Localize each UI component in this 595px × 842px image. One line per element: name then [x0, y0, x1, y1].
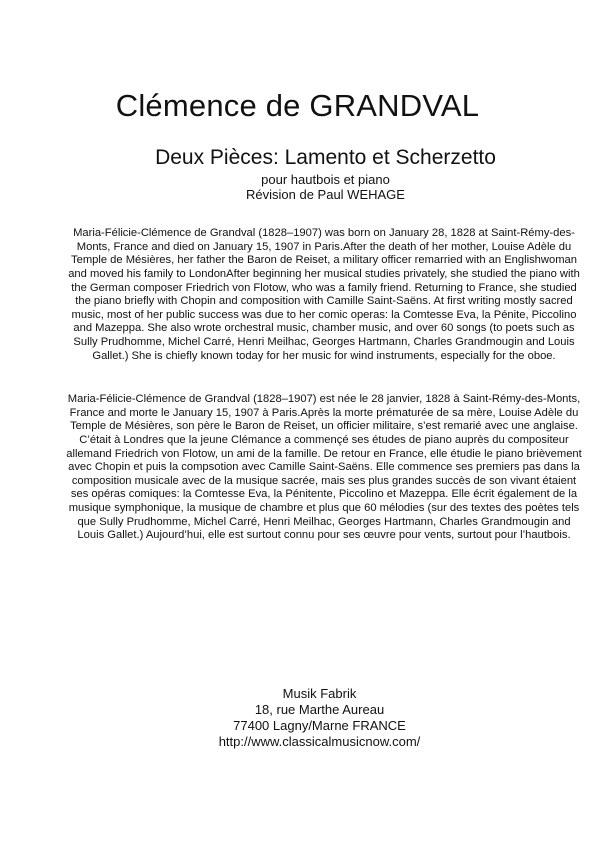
publisher-street: 18, rue Marthe Aureau	[254, 702, 385, 717]
work-title: Deux Pièces: Lamento et Scherzetto	[155, 146, 496, 169]
publisher-website[interactable]: http://www.classicalmusicnow.com/	[218, 734, 421, 749]
biography-english: Maria-Félicie-Clémence de Grandval (1828–1907) was born on January 28, 1828 at Saint-Rémy-des-Monts, France and died on January 15, 1907 in Paris.After the death of her mother, Louise Adèle du Temple de Mésières, her father the Baron de Reiset, a military officer remarried with an Englishwoman and moved his family to LondonAfter beginning her musical studies privately, she studied the piano with the German composer Friedrich von Flotow, who was a family friend. Returning to France, she studied the piano briefly with Chopin and composition with Camille Saint-Saëns. At first writing mostly sacred music, most of her public success was due to her comic operas: la Comtesse Eva, la Pénite, Piccolino and Mazeppa. She also wrote orchestral music, chamber music, and over 60 songs (to poets such as Sully Prudhomme, Michel Carré, Henri Meilhac, Georges Hartmann, Charles Grandmougin and Louis Gallet.) She is chiefly known today for her music for wind instruments, especially for the oboe.	[68, 227, 580, 362]
revision-credit: Révision de Paul WEHAGE	[246, 187, 405, 202]
publisher-block	[22, 686, 595, 750]
publisher-name: Musik Fabrik	[282, 686, 357, 701]
subtitle-block	[28, 172, 595, 202]
instrumentation: pour hautbois et piano	[261, 172, 390, 187]
biography-french: Maria-Félicie-Clémence de Grandval (1828–1907) est née le 28 janvier, 1828 à Saint-Rémy-des-Monts, France and morte le January 15, 1907 à Paris.Après la morte prématurée de sa mère, Louise Adèle du Temple de Mésières, son père le Baron de Reiset, un officier militaire, s’est remarié avec une anglaise. C’était à Londres que la jeune Clémance a commençé ses études de piano auprès du compositeur allemand Friedrich von Flotow, un ami de la famille. De retour en France, elle étudie le piano brièvement avec Chopin et puis la compsotion avec Camille Saint-Saëns. Elle commence ses premiers pas dans la composition musicale avec de la musique sacrée, mais ses plus grandes succès de son vivant étaient ses opéras comiques: la Comtesse Eva, la Pénitente, Piccolino et Mazeppa. Elle écrit également de la musique symphonique, la musique de chambre et plus que 60 mélodies (sur des textes des poètes tels que Sully Prudhomme, Michel Carré, Henri Meilhac, Georges Hartmann, Charles Grandmougin and Louis Gallet.) Aujourd’hui, elle est surtout connu pour ses œuvre pour vents, surtout pour l’hautbois.	[66, 393, 582, 542]
publisher-city: 77400 Lagny/Marne FRANCE	[233, 718, 406, 733]
composer-name: Clémence de GRANDVAL	[115, 88, 480, 123]
